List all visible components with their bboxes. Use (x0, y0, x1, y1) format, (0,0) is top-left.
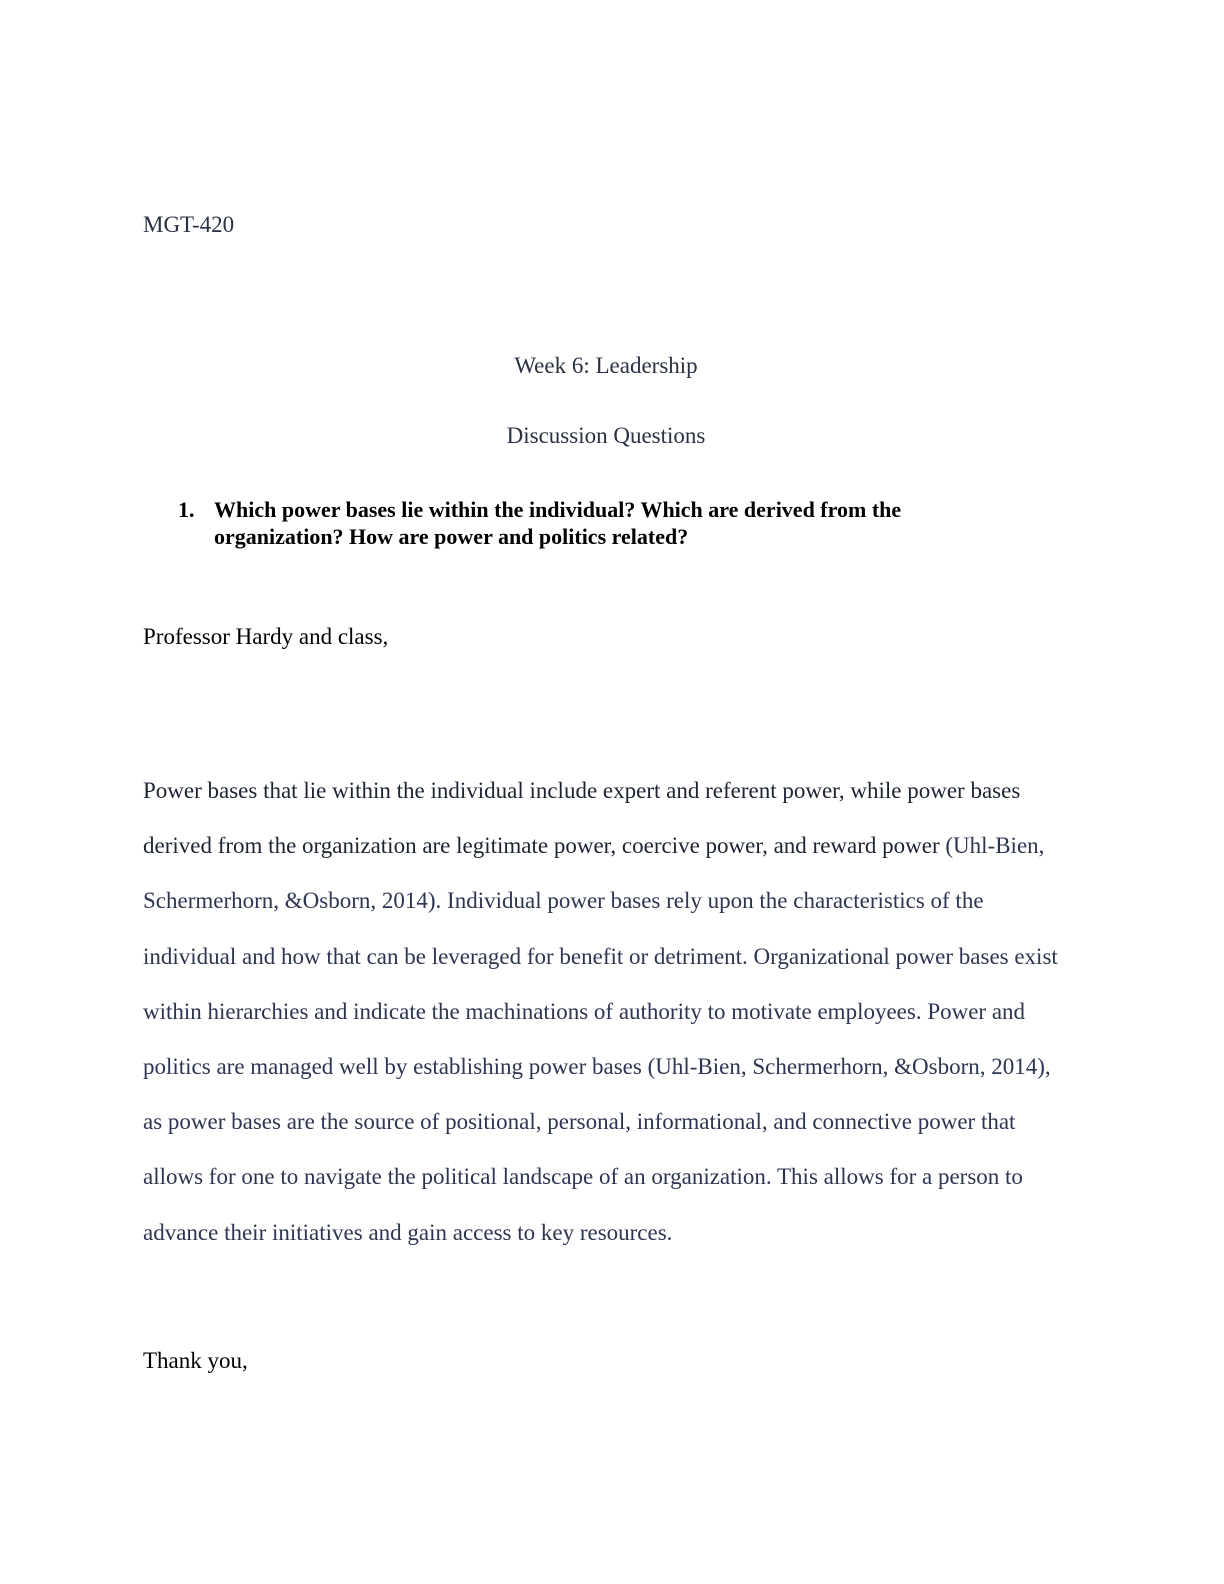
body-text-part2: (Uhl-Bien, Schermerhorn, &Osborn, 2014). Individual power bases rely upon the characteristics of the individual and how that can be leveraged for benefit or detriment. Organizational power bases exist within hierarchies and indicate the machinations of authority to motivate employees. Power and politics are managed well by establishing power bases (Uhl-Bien, Schermerhorn, &Osborn, 2014), as power bases are the source of positional, personal, informational, and connective power that allows for one to navigate the political landscape of an organization. This allows for a person to advance their initiatives and gain access to key resources. (143, 833, 1058, 1245)
body-text-part1: Power bases that lie within the individual include expert and referent power, while power bases derived from the organization are legitimate power, coercive power, and reward power (143, 778, 1021, 859)
document-title: Week 6: Leadership (514, 353, 698, 378)
discussion-question (178, 496, 998, 550)
document-subtitle: Discussion Questions (506, 423, 706, 448)
question-text: Which power bases lie within the individual? Which are derived from the organization? How are power and politics related? (214, 497, 902, 549)
question-number: 1. (178, 497, 195, 522)
course-code: MGT-420 (143, 212, 235, 237)
body-paragraph (143, 763, 1073, 1260)
greeting: Professor Hardy and class, (143, 624, 389, 649)
closing: Thank you, (143, 1348, 248, 1373)
